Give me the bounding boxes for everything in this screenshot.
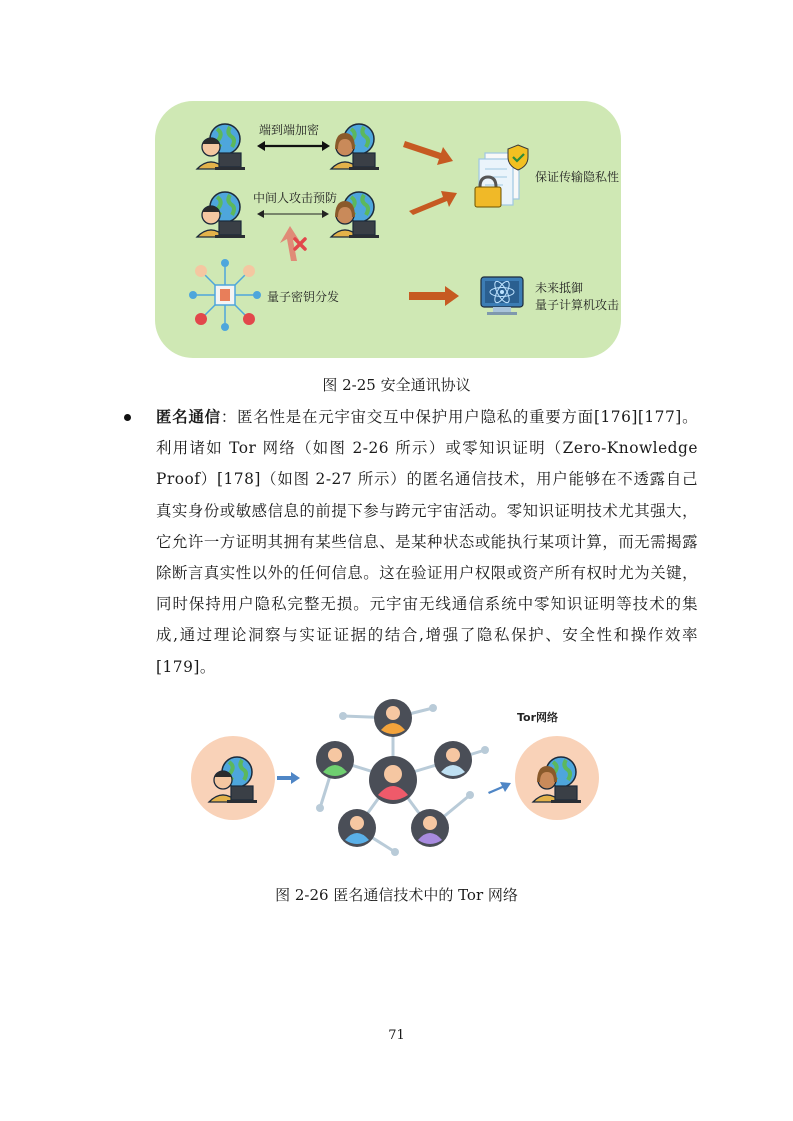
relay-node (316, 741, 354, 779)
paragraph-text: 匿名性是在元宇宙交互中保护用户隐私的重要方面[176][177]。利用诸如 Tor 网络（如图 2-26 所示）或零知识证明（Zero-Knowledge Proof）[178]（如图 2-27 所示）的匿名通信技术，用户能够在不透露自己真实身份或敏感信息的前提下参与跨元宇宙活动。零知识证明技术尤其强大，它允许一方证明其拥有某些信息、是某种状态或能执行某项计算，而无需揭露除断言真实性以外的任何信息。这在验证用户权限或资产所有权时尤为关键，同时保持用户隐私完整无损。元宇宙无线通信系统中零知识证明等技术的集成,通过理论洞察与实证证据的结合,增强了隐私保护、安全性和操作效率[179]。 (156, 408, 698, 676)
bullet-point (124, 414, 131, 421)
relay-node (374, 699, 412, 737)
label-privacy: 保证传输隐私性 (535, 170, 620, 184)
label-future-line2: 量子计算机攻击 (535, 298, 620, 312)
arrow-icon (277, 772, 300, 784)
figure-caption: 图 2-26 匿名通信技术中的 Tor 网络 (275, 886, 518, 904)
anonymous-communication-paragraph (156, 402, 698, 683)
tor-network-label: Tor网络 (517, 711, 559, 724)
relay-node (338, 809, 376, 847)
figure-caption: 图 2-25 安全通讯协议 (322, 376, 471, 394)
figure-tor-network (185, 690, 605, 865)
relay-node-center (369, 756, 417, 804)
relay-node (411, 809, 449, 847)
quantum-network-icon (189, 259, 261, 331)
term-anonymous-communication: 匿名通信 (156, 408, 221, 426)
label-mitm: 中间人攻击预防 (253, 191, 338, 205)
page-number: 71 (388, 1028, 405, 1043)
relay-node (434, 741, 472, 779)
label-qkd: 量子密钥分发 (267, 290, 340, 304)
label-future-line1: 未来抵御 (535, 281, 584, 295)
label-e2e: 端到端加密 (259, 123, 320, 137)
arrow-icon (488, 782, 511, 794)
term-colon: ： (220, 408, 238, 426)
figure-secure-communication (155, 101, 621, 358)
